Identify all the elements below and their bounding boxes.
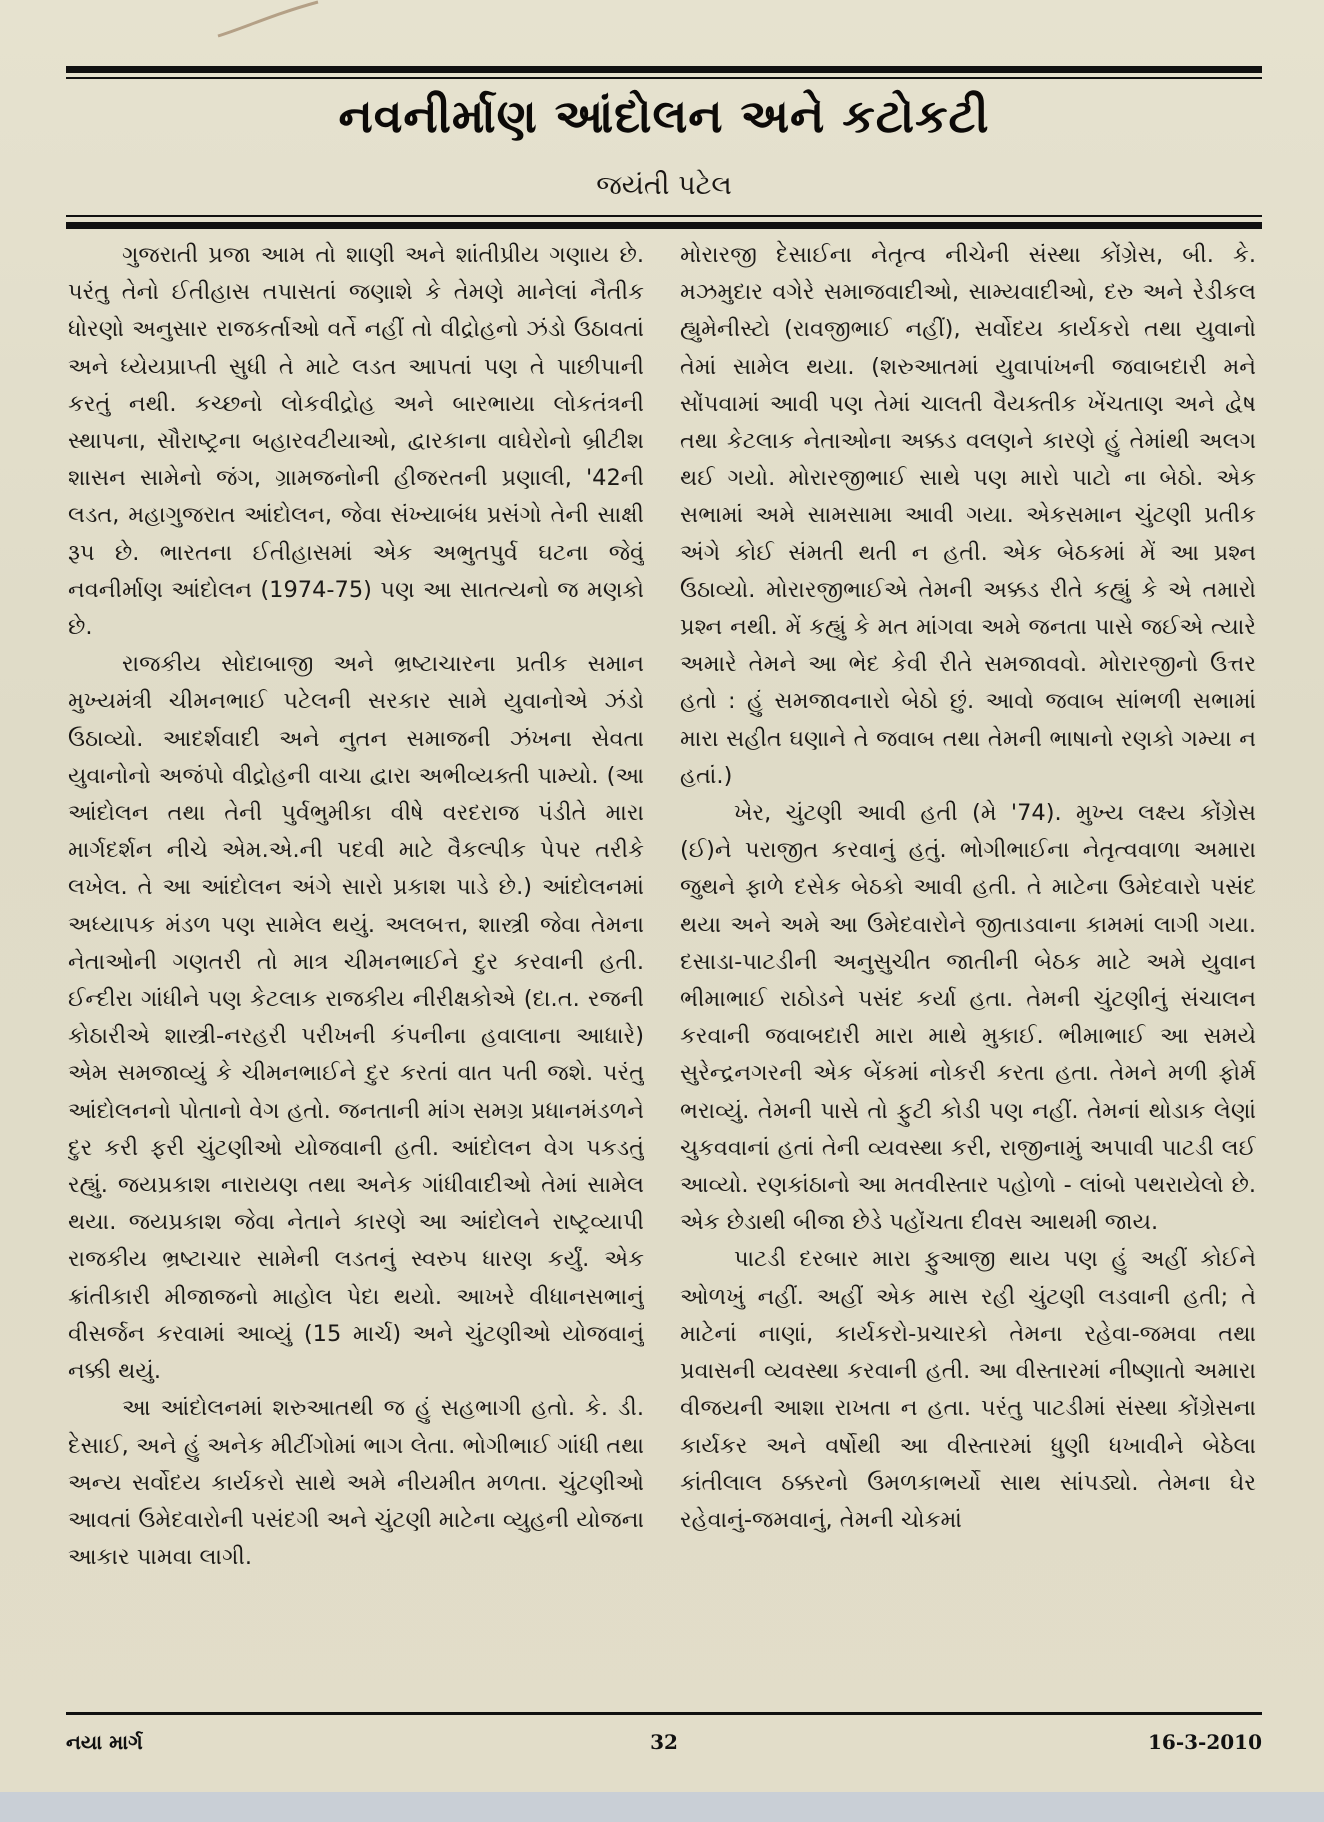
top-rule-thin [66,77,1262,79]
paragraph: આ આંદોલનમાં શરુઆતથી જ હું સહભાગી હતો. કે. ડી. દેસાઈ, અને હું અનેક મીટીંગોમાં ભાગ લેતા. ભોગીભાઈ ગાંધી તથા અન્ય સર્વોદય કાર્યકરો સાથે અમે નીયમીત મળતા. ચુંટણીઓ આવતાં ઉમેદવારોની પસંદગી અને ચુંટણી માટેના વ્યુહની યોજના આકાર પામવા લાગી. [68,1395,644,1571]
footer-publication: નયા માર્ગ [66,1730,143,1754]
paragraph: પાટડી દરબાર મારા ફુઆજી થાય પણ હું અહીં કોઈને ઓળખું નહીં. અહીં એક માસ રહી ચુંટણી લડવાની હતી; તે માટેનાં નાણાં, કાર્યકરો-પ્રચારકો તેમના રહેવા-જમવા તથા પ્રવાસની વ્યવસ્થા કરવાની હતી. આ વીસ્તારમાં નીષ્ણાતો અમારા વીજયની આશા રાખતા ન હતા. પરંતુ પાટડીમાં સંસ્થા કોંગ્રેસના કાર્યકર અને વર્ષોથી આ વીસ્તારમાં ધુણી ધખાવીને બેઠેલા કાંતીલાલ ઠક્કરનો ઉમળકાભર્યો સાથ સાંપડ્યો. તેમના ઘેર રહેવાનું-જમવાનું, તેમની ચોકમાં [680,1246,1256,1533]
article-title: નવનીર્માણ આંદોલન અને કટોકટી [338,89,990,143]
article-author: જયંતી પટેલ [596,170,732,201]
paragraph: ખેર, ચુંટણી આવી હતી (મે '74). મુખ્ય લક્ષ્ય કોંગ્રેસ (ઈ)ને પરાજીત કરવાનું હતું. ભોગીભાઈના નેતૃત્વવાળા અમારા જુથને ફાળે દસેક બેઠકો આવી હતી. તે માટેના ઉમેદવારો પસંદ થયા અને અમે આ ઉમેદવારોને જીતાડવાના કામમાં લાગી ગયા. દસાડા-પાટડીની અનુસુચીત જાતીની બેઠક માટે અમે યુવાન ભીમાભાઈ રાઠોડને પસંદ કર્યા હતા. તેમની ચુંટણીનું સંચાલન કરવાની જવાબદારી મારા માથે મુકાઈ. ભીમાભાઈ આ સમયે સુરેન્દ્રનગરની એક બેંકમાં નોકરી કરતા હતા. તેમને મળી ફોર્મ ભરાવ્યું. તેમની પાસે તો ફુટી કોડી પણ નહીં. તેમનાં થોડાક લેણાં ચુકવવાનાં હતાં તેની વ્યવસ્થા કરી, રાજીનામું અપાવી પાટડી લઈ આવ્યો. રણકાંઠાનો આ મતવીસ્તાર પહોળો - લાંબો પથરાયેલો છે. એક છેડાથી બીજા છેડે પહોંચતા દીવસ આથમી જાય. [680,800,1256,1236]
footer-page-number: 32 [650,1730,678,1754]
left-column [68,237,644,1699]
paragraph: મોરારજી દેસાઈના નેતૃત્વ નીચેની સંસ્થા કોંગ્રેસ, બી. કે. મઝમુદાર વગેરે સમાજવાદીઓ, સામ્યવાદીઓ, દરુ અને રેડીકલ હ્યુમેનીસ્ટો (રાવજીભાઈ નહીં), સર્વોદય કાર્યકરો તથા યુવાનો તેમાં સામેલ થયા. (શરુઆતમાં યુવાપાંખની જવાબદારી મને સોંપવામાં આવી પણ તેમાં ચાલતી વૈયક્તીક ખેંચતાણ અને દ્વેષ તથા કેટલાક નેતાઓના અક્કડ વલણને કારણે હું તેમાંથી અલગ થઈ ગયો. મોરારજીભાઈ સાથે પણ મારો પાટો ના બેઠો. એક સભામાં અમે સામસામા આવી ગયા. એકસમાન ચુંટણી પ્રતીક અંગે કોઈ સંમતી થતી ન હતી. એક બેઠકમાં મેં આ પ્રશ્ન ઉઠાવ્યો. મોરારજીભાઈએ તેમની અક્કડ રીતે કહ્યું કે એ તમારો પ્રશ્ન નથી. મેં કહ્યું કે મત માંગવા અમે જનતા પાસે જઈએ ત્યારે અમારે તેમને આ ભેદ કેવી રીતે સમજાવવો. મોરારજીનો ઉત્તર હતો : હું સમજાવનારો બેઠો છું. આવો જવાબ સાંભળી સભામાં મારા સહીત ઘણાને તે જવાબ તથા તેમની ભાષાનો રણકો ગમ્યા ન હતાં.) [680,242,1256,789]
paragraph: ગુજરાતી પ્રજા આમ તો શાણી અને શાંતીપ્રીય ગણાય છે. પરંતુ તેનો ઈતીહાસ તપાસતાં જણાશે કે તેમણે માનેલાં નૈતીક ધોરણો અનુસાર રાજકર્તાઓ વર્તે નહીં તો વીદ્રોહનો ઝંડો ઉઠાવતાં અને ધ્યેયપ્રાપ્તી સુધી તે માટે લડત આપતાં પણ તે પાછીપાની કરતું નથી. કચ્છનો લોકવીદ્રોહ અને બારભાયા લોકતંત્રની સ્થાપના, સૌરાષ્ટ્રના બહારવટીયાઓ, દ્વારકાના વાઘેરોનો બ્રીટીશ શાસન સામેનો જંગ, ગ્રામજનોની હીજરતની પ્રણાલી, '42ની લડત, મહાગુજરાત આંદોલન, જેવા સંખ્યાબંધ પ્રસંગો તેની સાક્ષી રૂપ છે. ભારતના ઈતીહાસમાં એક અભુતપુર્વ ઘટના જેવું નવનીર્માણ આંદોલન (1974-75) પણ આ સાતત્યનો જ મણકો છે. [68,242,644,641]
scan-bottom-edge [0,1792,1324,1822]
right-column [680,237,1256,1699]
paragraph: રાજકીય સોદાબાજી અને ભ્રષ્ટાચારના પ્રતીક સમાન મુખ્યમંત્રી ચીમનભાઈ પટેલની સરકાર સામે યુવાનોએ ઝંડો ઉઠાવ્યો. આદર્શવાદી અને નુતન સમાજની ઝંખના સેવતા યુવાનોનો અજંપો વીદ્રોહની વાચા દ્વારા અભીવ્યક્તી પામ્યો. (આ આંદોલન તથા તેની પુર્વભુમીકા વીષે વરદરાજ પંડીતે મારા માર્ગદર્શન નીચે એમ.એ.ની પદવી માટે વૈકલ્પીક પેપર તરીકે લખેલ. તે આ આંદોલન અંગે સારો પ્રકાશ પાડે છે.) આંદોલનમાં અધ્યાપક મંડળ પણ સામેલ થયું. અલબત્ત, શાસ્ત્રી જેવા તેમના નેતાઓની ગણતરી તો માત્ર ચીમનભાઈને દુર કરવાની હતી. ઈન્દીરા ગાંધીને પણ કેટલાક રાજકીય નીરીક્ષકોએ (દા.ત. રજની કોઠારીએ શાસ્ત્રી-નરહરી પરીખની કંપનીના હવાલાના આધારે) એમ સમજાવ્યું કે ચીમનભાઈને દુર કરતાં વાત પતી જશે. પરંતુ આંદોલનનો પોતાનો વેગ હતો. જનતાની માંગ સમગ્ર પ્રધાનમંડળને દુર કરી ફરી ચુંટણીઓ યોજવાની હતી. આંદોલન વેગ પકડતું રહ્યું. જયપ્રકાશ નારાયણ તથા અનેક ગાંધીવાદીઓ તેમાં સામેલ થયા. જયપ્રકાશ જેવા નેતાને કારણે આ આંદોલને રાષ્ટ્રવ્યાપી રાજકીય ભ્રષ્ટાચાર સામેની લડતનું સ્વરુપ ધારણ કર્યું. એક ક્રાંતીકારી મીજાજનો માહોલ પેદા થયો. આખરે વીધાનસભાનું વીસર્જન કરવામાં આવ્યું (15 માર્ચ) અને ચુંટણીઓ યોજવાનું નક્કી થયું. [68,651,644,1385]
header-rule-thin [66,215,1262,217]
footer-rule [66,1712,1262,1715]
pen-stroke-mark [214,0,324,40]
page-footer [66,1730,1262,1760]
top-rule-thick [66,66,1262,73]
footer-date: 16-3-2010 [1147,1730,1262,1754]
header-rule-thick [66,222,1262,229]
